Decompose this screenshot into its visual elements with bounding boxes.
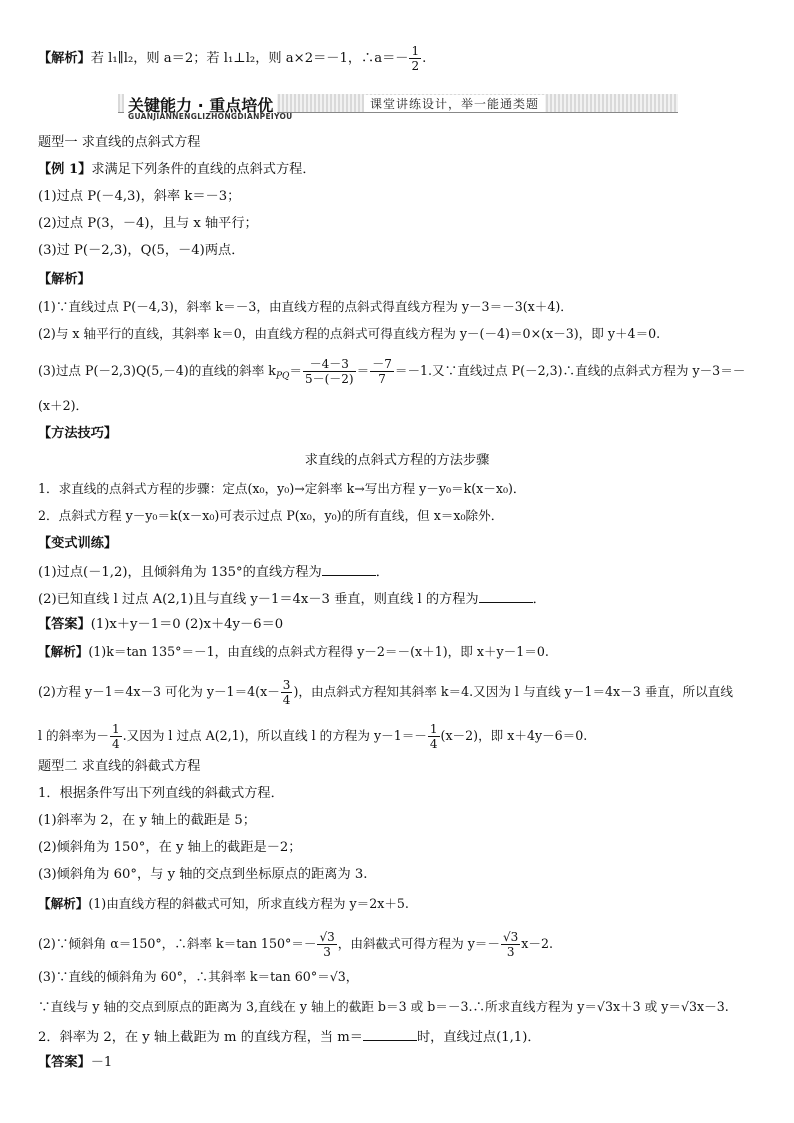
type1-heading: 题型一 求直线的点斜式方程 [38,135,201,150]
top-analysis-line: 【解析】若 l₁∥l₂，则 a＝2；若 l₁⊥l₂，则 a×2＝－1，∴a＝－ $\frac{1}{2}$ . [38,44,427,73]
type2-analysis-3b: ∵直线与 y 轴的交点到原点的距离为 3,直线在 y 轴上的截距 b＝3 或 b＝－3.∴所求直线方程为 y＝√3x＋3 或 y＝√3x－3. [38,999,729,1014]
q1-item-1: (1)斜率为 2，在 y 轴上的截距是 5； [38,813,256,828]
practice-2: (2)已知直线 l 过点 A(2,1)且与直线 y－1＝4x－3 垂直，则直线 l 的方程为 ． [38,589,764,609]
answer-line: 【答案】(1)x＋y－1＝0 (2)x＋4y－6＝0 [38,617,284,632]
solution-3: (3)过点 P(－2,3)Q(5,－4)的直线的斜率 $k_{PQ}=$ $\frac{-4-3}{5-(-2)}$ ＝ $\frac{-7}{7}$ ＝－1.又∵直线过点 P(－2,3)∴直线的点斜式方程为 y－3＝－ [38,357,746,386]
fraction: $\frac{1}{4}$ [112,722,120,751]
analysis-label: 【解析】 [38,51,91,66]
banner-subtitle: 课堂讲练设计，举一能通类题 [364,95,545,112]
type2-analysis-1: 【解析】(1)由直线方程的斜截式可知，所求直线方程为 y＝2x＋5. [38,896,409,911]
answer-blank [363,1027,417,1041]
top-analysis-text: 若 l₁∥l₂，则 a＝2；若 l₁⊥l₂，则 a×2＝－1，∴a＝－ [90,51,409,66]
fraction: $\frac{1}{2}$ [411,44,420,73]
method-title: 求直线的点斜式方程的方法步骤 [304,453,490,468]
type2-heading: 题型二 求直线的斜截式方程 [38,759,201,774]
method-2: 2．点斜式方程 y－y₀＝k(x－x₀)可表示过点 P(x₀，y₀)的所有直线，但 x＝x₀除外． [38,508,504,523]
fraction: $\frac{1}{4}$ [429,722,438,751]
example-item-3: (3)过 P(－2,3)，Q(5，－4)两点． [38,243,245,258]
analysis-label: 【解析】 [38,272,91,287]
q1-item-2: (2)倾斜角为 150°，在 y 轴上的截距是－2； [38,840,302,855]
q1-item-3: (3)倾斜角为 60°，与 y 轴的交点到坐标原点的距离为 3. [38,867,368,882]
q2: 2．斜率为 2，在 y 轴上截距为 m 的直线方程，当 m＝ 时，直线过点(1,1)． [38,1027,764,1047]
practice-label: 【变式训练】 [38,536,118,551]
fraction: $\frac{-4-3}{5-(-2)}$ [304,357,354,386]
solution-2: (2)与 x 轴平行的直线，其斜率 k＝0，由直线方程的点斜式可得直线方程为 y－(－4)＝0×(x－3)，即 y＋4＝0. [38,326,661,341]
banner-pinyin: GUANJIANNENGLIZHONGDIANPEIYOU [128,112,293,121]
type2-analysis-3: (3)∵直线的倾斜角为 60°，∴其斜率 k＝tan 60°＝√3， [38,969,359,984]
example-item-2: (2)过点 P(3，－4)，且与 x 轴平行； [38,216,258,231]
solution-3-cont: (x＋2)． [38,398,89,413]
answer-blank [479,589,533,603]
fraction: $\frac{-7}{7}$ [372,357,392,386]
practice-1: (1)过点(－1,2)，且倾斜角为 135°的直线方程为 ． [38,562,764,582]
fraction: $\frac{3}{4}$ [282,678,291,707]
method-1: 1．求直线的点斜式方程的步骤：定点(x₀，y₀)→定斜率 k→写出方程 y－y₀＝k(x－x₀)． [38,481,526,496]
solution-1: (1)∵直线过点 P(－4,3)，斜率 k＝－3，由直线方程的点斜式得直线方程为 y－3＝－3(x＋4)． [38,299,573,314]
type2-analysis-2: (2)∵倾斜角 α＝150°，∴斜率 k＝tan 150°＝－ $\frac{√3}{3}$ ，由斜截式可得方程为 y＝－ $\frac{√3}{3}$ x－2. [38,930,553,959]
method-label: 【方法技巧】 [38,426,118,441]
section-banner [118,94,678,120]
type2-answer: 【答案】－1 [38,1055,113,1070]
example-item-1: (1)过点 P(－4,3)，斜率 k＝－3； [38,189,241,204]
answer-blank [322,562,376,576]
analysis-2-line-1: 【解析】(1)k＝tan 135°＝－1，由直线的点斜式方程得 y－2＝－(x＋1)，即 x＋y－1＝0. [38,644,549,659]
example-label: 【例 1】 [38,162,92,177]
example-text: 求满足下列条件的直线的点斜式方程． [91,162,316,177]
q1: 1．根据条件写出下列直线的斜截式方程． [38,786,284,801]
analysis-2-line-2: (2)方程 y－1＝4x－3 可化为 y－1＝4(x－ $\frac{3}{4}$ )，由点斜式方程知其斜率 k＝4.又因为 l 与直线 y－1＝4x－3 垂直，所以直线 [38,678,733,707]
example-1 [38,161,764,179]
fraction: $\frac{√3}{3}$ [503,930,519,959]
analysis-2-line-3: l 的斜率为－ $\frac{1}{4}$ .又因为 l 过点 A(2,1)，所以直线 l 的方程为 y－1＝－ $\frac{1}{4}$ (x－2)，即 x＋4y－6＝0. [38,722,588,751]
banner-title: 关键能力 · 重点培优 [124,93,277,116]
fraction: $\frac{√3}{3}$ [319,930,335,959]
